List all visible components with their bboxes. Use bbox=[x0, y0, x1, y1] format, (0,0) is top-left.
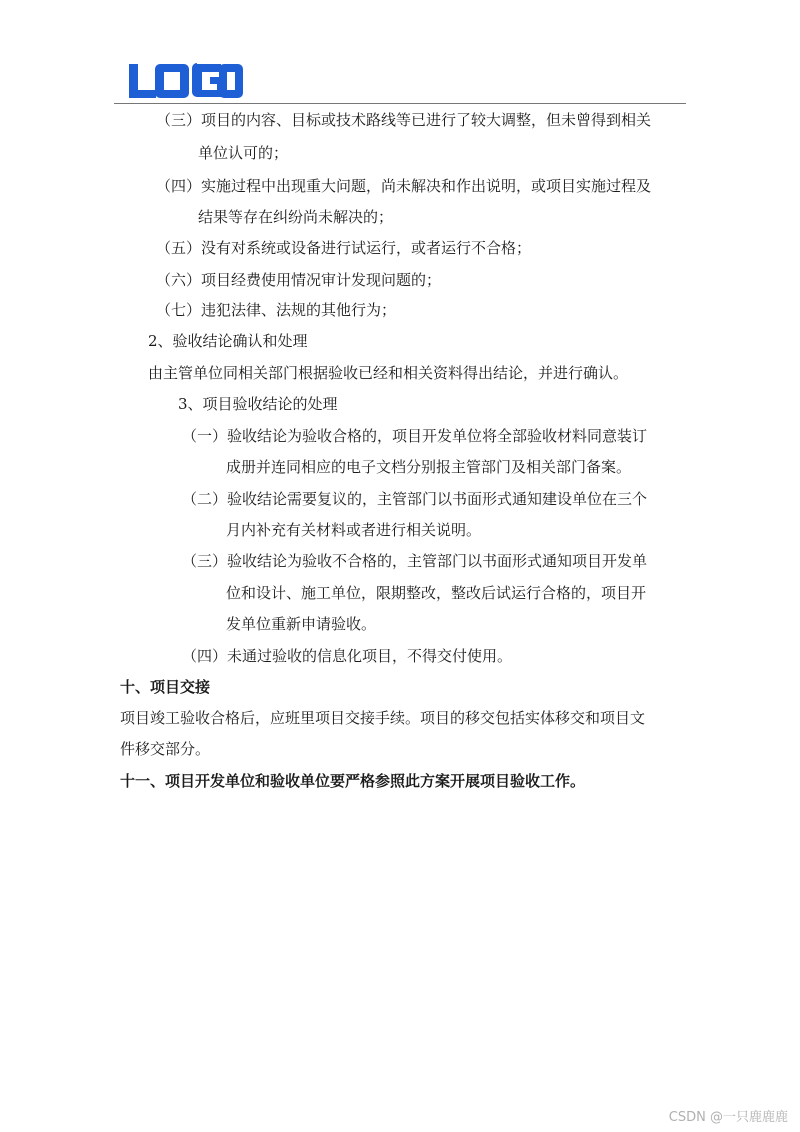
item-4-line-1: （四）实施过程中出现重大问题，尚未解决和作出说明，或项目实施过程及 bbox=[156, 177, 652, 195]
section-2-text: 由主管单位同相关部门根据验收已经和相关资料得出结论，并进行确认。 bbox=[148, 364, 629, 382]
sub-1-line-1: （一）验收结论为验收合格的，项目开发单位将全部验收材料同意装订 bbox=[182, 427, 648, 445]
section-2-heading: 2、验收结论确认和处理 bbox=[148, 332, 308, 350]
section-10-heading: 十、项目交接 bbox=[120, 678, 211, 696]
sub-3-line-2: 位和设计、施工单位，限期整改，整改后试运行合格的，项目开 bbox=[226, 584, 647, 602]
section-3-heading: 3、项目验收结论的处理 bbox=[178, 395, 338, 413]
sub-4: （四）未通过验收的信息化项目，不得交付使用。 bbox=[182, 647, 513, 665]
section-11-heading: 十一、项目开发单位和验收单位要严格参照此方案开展项目验收工作。 bbox=[120, 772, 586, 790]
watermark: CSDN @一只鹿鹿鹿 bbox=[668, 1110, 788, 1125]
section-10-text-line-1: 项目竣工验收合格后，应班里项目交接手续。项目的移交包括实体移交和项目文 bbox=[120, 709, 646, 727]
item-3-line-1: （三）项目的内容、目标或技术路线等已进行了较大调整，但未曾得到相关 bbox=[156, 111, 652, 129]
sub-2-line-1: （二）验收结论需要复议的，主管部门以书面形式通知建设单位在三个 bbox=[182, 490, 648, 508]
item-7: （七）违犯法律、法规的其他行为； bbox=[156, 301, 397, 319]
item-3-line-2: 单位认可的； bbox=[198, 144, 289, 162]
sub-1-line-2: 成册并连同相应的电子文档分别报主管部门及相关部门备案。 bbox=[226, 458, 632, 476]
item-4-line-2: 结果等存在纠纷尚未解决的； bbox=[198, 208, 394, 226]
sub-2-line-2: 月内补充有关材料或者进行相关说明。 bbox=[226, 521, 482, 539]
item-5: （五）没有对系统或设备进行试运行，或者运行不合格； bbox=[156, 239, 532, 257]
sub-3-line-1: （三）验收结论为验收不合格的，主管部门以书面形式通知项目开发单 bbox=[182, 552, 648, 570]
sub-3-line-3: 发单位重新申请验收。 bbox=[226, 615, 377, 633]
section-10-text-line-2: 件移交部分。 bbox=[120, 740, 211, 758]
item-6: （六）项目经费使用情况审计发现问题的； bbox=[156, 271, 442, 289]
